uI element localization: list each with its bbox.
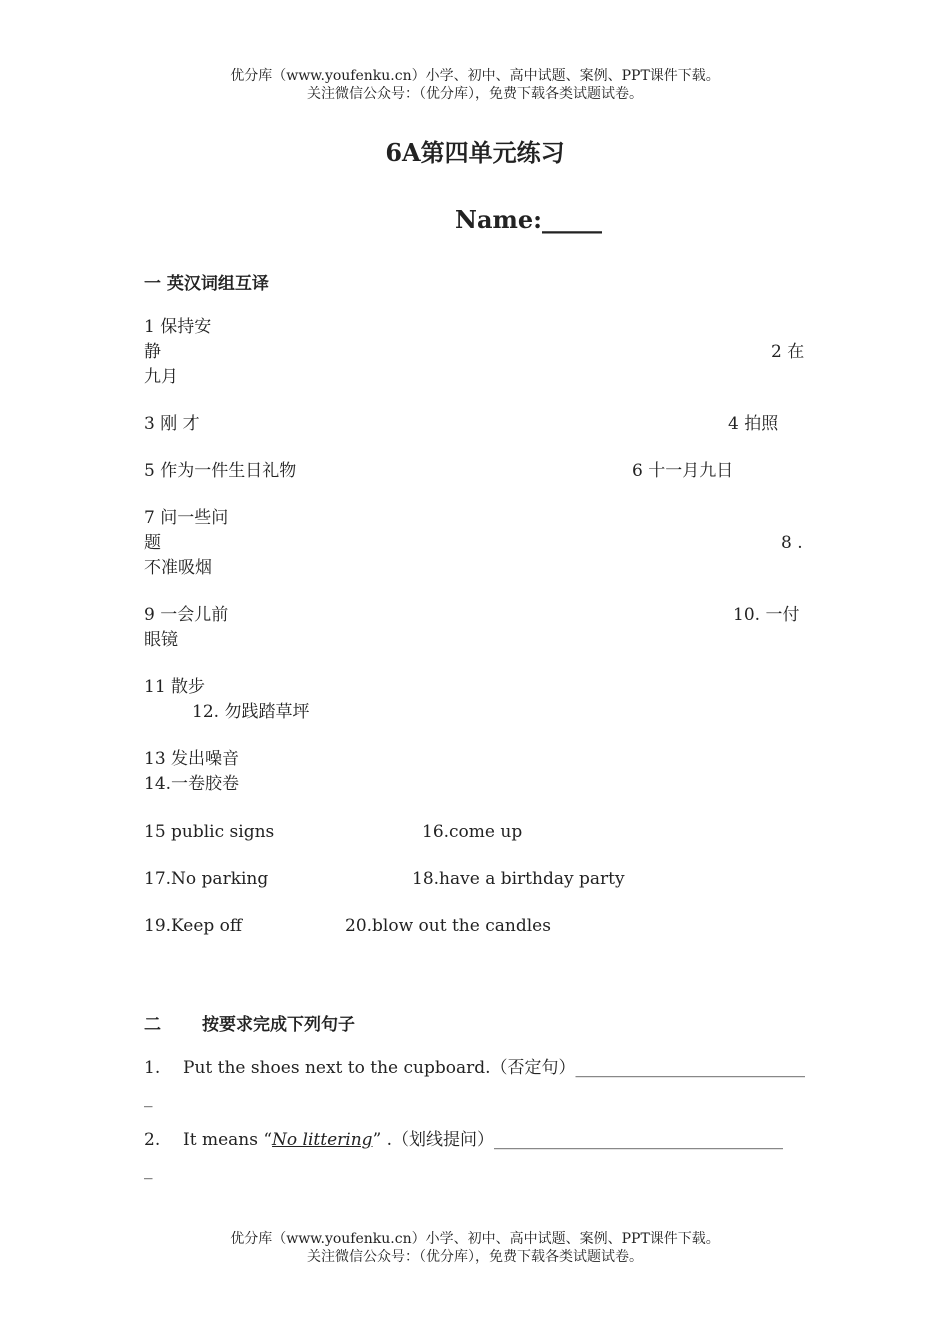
item-5: 5 作为一件生日礼物: [144, 461, 297, 481]
question-1-text: Put the shoes next to the cupboard.（否定句）___________________________: [183, 1058, 806, 1078]
item-7-part-b: 题: [144, 533, 161, 553]
section-2-number: 二: [144, 1015, 161, 1035]
section-1-heading: 一 英汉词组互译: [144, 274, 269, 294]
item-8-part-b: 不准吸烟: [144, 558, 212, 578]
item-1-part-a: 1 保持安: [144, 317, 212, 337]
question-2-post: ” .（划线提问）__________________________________: [372, 1130, 784, 1150]
question-2-underlined-phrase: No littering: [272, 1130, 373, 1150]
question-2-text: [183, 1128, 783, 1153]
item-17: 17.No parking: [144, 869, 269, 889]
item-13: 13 发出噪音: [144, 749, 240, 769]
item-2-part-a: 2 在: [771, 342, 805, 362]
item-14: 14.一卷胶卷: [144, 774, 240, 794]
name-field-label: Name:_____: [455, 205, 603, 234]
question-2-pre: It means “: [183, 1130, 273, 1150]
item-1-part-b: 静: [144, 342, 161, 362]
item-20: 20.blow out the candles: [345, 916, 551, 936]
question-1-answer-line-tail: _: [144, 1088, 153, 1108]
question-1-number: 1.: [144, 1058, 161, 1078]
page-title: 6A第四单元练习: [385, 138, 565, 167]
item-10-part-a: 10. 一付: [733, 605, 800, 625]
question-2-number: 2.: [144, 1130, 161, 1150]
item-18: 18.have a birthday party: [412, 869, 625, 889]
item-12: 12. 勿践踏草坪: [192, 702, 310, 722]
item-10-part-b: 眼镜: [144, 630, 178, 650]
item-19: 19.Keep off: [144, 916, 242, 936]
item-15: 15 public signs: [144, 822, 275, 842]
item-16: 16.come up: [422, 822, 523, 842]
question-2-answer-line-tail: _: [144, 1160, 153, 1180]
footer-line-1: 优分库（www.youfenku.cn）小学、初中、高中试题、案例、PPT课件下载。: [230, 1231, 720, 1247]
header-line-2: 关注微信公众号：（优分库），免费下载各类试题试卷。: [307, 86, 643, 102]
item-3: 3 刚 才: [144, 414, 200, 434]
item-4: 4 拍照: [728, 414, 779, 434]
item-11: 11 散步: [144, 677, 206, 697]
item-9: 9 一会儿前: [144, 605, 229, 625]
header-line-1: 优分库（www.youfenku.cn）小学、初中、高中试题、案例、PPT课件下载。: [230, 68, 720, 84]
item-2-part-b: 九月: [144, 367, 178, 387]
footer-line-2: 关注微信公众号：（优分库），免费下载各类试题试卷。: [307, 1249, 643, 1265]
item-8-part-a: 8 .: [781, 533, 803, 553]
item-6: 6 十一月九日: [632, 461, 734, 481]
item-7-part-a: 7 问一些问: [144, 508, 229, 528]
section-2-heading: 按要求完成下列句子: [202, 1015, 355, 1035]
